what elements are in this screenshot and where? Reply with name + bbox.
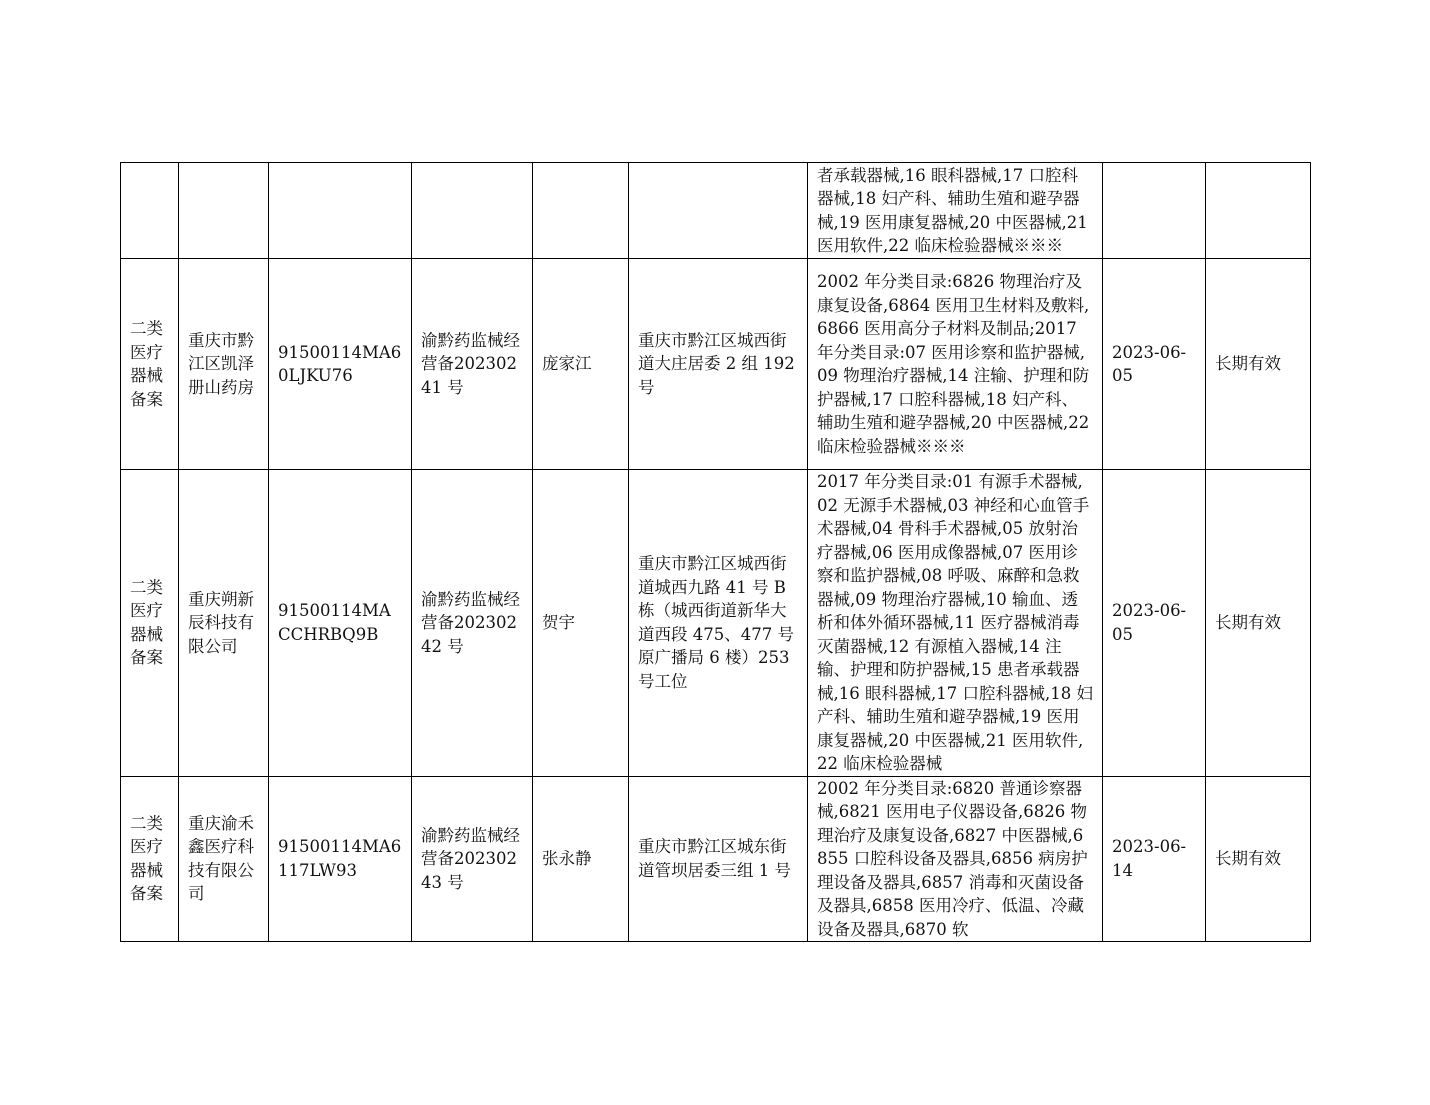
- company-name-cell: 重庆市黔江区凯泽册山药房: [179, 259, 269, 470]
- legal-person-cell: [533, 163, 629, 259]
- address-cell: 重庆市黔江区城西街道城西九路 41 号 B 栋（城西街道新华大道西段 475、477 号原广播局 6 楼）253 号工位: [629, 470, 808, 777]
- company-name-cell: [179, 163, 269, 259]
- validity-cell: [1206, 163, 1311, 259]
- filing-type-cell: 二类医疗器械备案: [121, 470, 179, 777]
- business-scope-cell: 2002 年分类目录:6826 物理治疗及康复设备,6864 医用卫生材料及敷料,6866 医用高分子材料及制品;2017 年分类目录:07 医用诊察和监护器械,09 物理治疗器械,14 注输、护理和防护器械,17 口腔科器械,18 妇产科、辅助生殖和避孕器械,20 中医器械,22 临床检验器械※※※: [808, 259, 1103, 470]
- filing-date-cell: 2023-06-14: [1103, 776, 1206, 942]
- legal-person-cell: 张永静: [533, 776, 629, 942]
- filing-date-cell: [1103, 163, 1206, 259]
- company-name-cell: 重庆朔新辰科技有限公司: [179, 470, 269, 777]
- table-row: [121, 776, 1311, 942]
- validity-cell: 长期有效: [1206, 470, 1311, 777]
- credit-code-cell: 91500114MA60LJKU76: [269, 259, 412, 470]
- legal-person-cell: 庞家江: [533, 259, 629, 470]
- validity-cell: 长期有效: [1206, 776, 1311, 942]
- records-table: [120, 162, 1311, 942]
- record-number-cell: 渝黔药监械经营备20230241 号: [412, 259, 533, 470]
- validity-cell: 长期有效: [1206, 259, 1311, 470]
- credit-code-cell: 91500114MA6117LW93: [269, 776, 412, 942]
- record-number-cell: [412, 163, 533, 259]
- company-name-cell: 重庆渝禾鑫医疗科技有限公司: [179, 776, 269, 942]
- credit-code-cell: 91500114MACCHRBQ9B: [269, 470, 412, 777]
- address-cell: 重庆市黔江区城东街道管坝居委三组 1 号: [629, 776, 808, 942]
- credit-code-cell: [269, 163, 412, 259]
- table-row: [121, 470, 1311, 777]
- table-row: [121, 163, 1311, 259]
- address-cell: 重庆市黔江区城西街道大庄居委 2 组 192 号: [629, 259, 808, 470]
- business-scope-cell: 2002 年分类目录:6820 普通诊察器械,6821 医用电子仪器设备,6826 物理治疗及康复设备,6827 中医器械,6855 口腔科设备及器具,6856 病房护理设备及器具,6857 消毒和灭菌设备及器具,6858 医用冷疗、低温、冷藏设备及器具,6870 软: [808, 776, 1103, 942]
- business-scope-cell: 者承载器械,16 眼科器械,17 口腔科器械,18 妇产科、辅助生殖和避孕器械,19 医用康复器械,20 中医器械,21 医用软件,22 临床检验器械※※※: [808, 163, 1103, 259]
- legal-person-cell: 贺宇: [533, 470, 629, 777]
- table-row: [121, 259, 1311, 470]
- address-cell: [629, 163, 808, 259]
- record-number-cell: 渝黔药监械经营备20230242 号: [412, 470, 533, 777]
- business-scope-cell: 2017 年分类目录:01 有源手术器械,02 无源手术器械,03 神经和心血管手术器械,04 骨科手术器械,05 放射治疗器械,06 医用成像器械,07 医用诊察和监护器械,08 呼吸、麻醉和急救器械,09 物理治疗器械,10 输血、透析和体外循环器械,11 医疗器械消毒灭菌器械,12 有源植入器械,14 注输、护理和防护器械,15 患者承载器械,16 眼科器械,17 口腔科器械,18 妇产科、辅助生殖和避孕器械,19 医用康复器械,20 中医器械,21 医用软件,22 临床检验器械: [808, 470, 1103, 777]
- filing-type-cell: 二类医疗器械备案: [121, 776, 179, 942]
- record-number-cell: 渝黔药监械经营备20230243 号: [412, 776, 533, 942]
- filing-type-cell: 二类医疗器械备案: [121, 259, 179, 470]
- filing-date-cell: 2023-06-05: [1103, 259, 1206, 470]
- filing-type-cell: [121, 163, 179, 259]
- filing-date-cell: 2023-06-05: [1103, 470, 1206, 777]
